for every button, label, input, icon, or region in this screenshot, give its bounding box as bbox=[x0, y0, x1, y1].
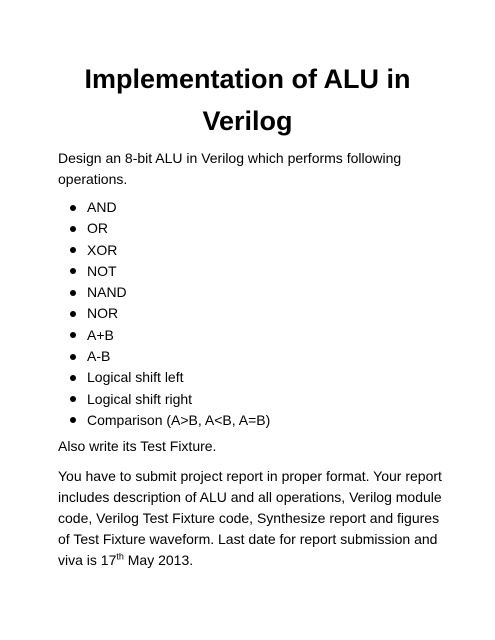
list-item: NAND bbox=[70, 282, 270, 303]
list-item: NOT bbox=[70, 261, 270, 282]
page-title bbox=[0, 58, 495, 142]
list-item: OR bbox=[70, 218, 270, 239]
list-item: NOR bbox=[70, 303, 270, 324]
list-item: Logical shift right bbox=[70, 389, 270, 410]
title-line-1: Implementation of ALU in bbox=[84, 64, 411, 94]
list-item: Comparison (A>B, A<B, A=B) bbox=[70, 410, 270, 431]
bullet-icon bbox=[70, 354, 76, 360]
day-suffix: th bbox=[116, 551, 124, 562]
bullet-icon bbox=[70, 247, 76, 253]
report-paragraph bbox=[58, 466, 453, 571]
list-item: AND bbox=[70, 197, 270, 218]
bullet-icon bbox=[70, 396, 76, 402]
list-item: A+B bbox=[70, 325, 270, 346]
list-item: A-B bbox=[70, 346, 270, 367]
intro-paragraph: Design an 8-bit ALU in Verilog which performs following operations. bbox=[58, 150, 402, 187]
title-line-2: Verilog bbox=[202, 106, 293, 136]
bullet-icon bbox=[70, 205, 76, 211]
operations-list bbox=[70, 197, 270, 431]
bullet-icon bbox=[70, 268, 76, 274]
test-fixture-note: Also write its Test Fixture. bbox=[58, 438, 217, 454]
report-date-rest: May 2013. bbox=[123, 552, 194, 568]
list-item: XOR bbox=[70, 240, 270, 261]
bullet-icon bbox=[70, 417, 76, 423]
bullet-icon bbox=[70, 290, 76, 296]
bullet-icon bbox=[70, 332, 76, 338]
bullet-icon bbox=[70, 311, 76, 317]
list-item: Logical shift left bbox=[70, 367, 270, 388]
bullet-icon bbox=[70, 375, 76, 381]
report-text: You have to submit project report in proper format. Your report includes description of ALU and all operations, Verilog module code, Verilog Test Fixture code, Synthesize report and figures of Test Fixture waveform. Last date for report submission and viva is 17 bbox=[58, 468, 442, 568]
bullet-icon bbox=[70, 226, 76, 232]
